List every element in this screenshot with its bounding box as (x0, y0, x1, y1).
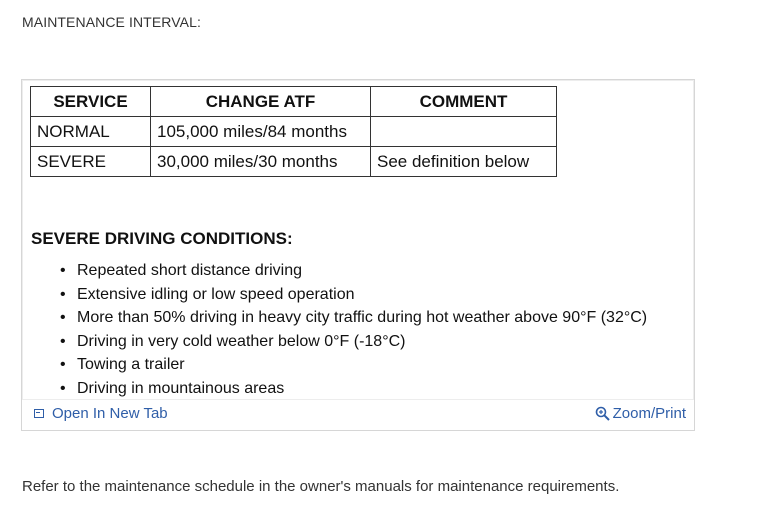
severe-conditions-title: SEVERE DRIVING CONDITIONS: (31, 229, 293, 248)
open-new-tab-icon (34, 409, 44, 418)
bullet-icon: • (60, 285, 66, 303)
footer-note: Refer to the maintenance schedule in the owner's manuals for maintenance requirements. (22, 478, 620, 495)
bullet-icon: • (60, 379, 66, 397)
list-item (60, 353, 647, 377)
list-item-text: More than 50% driving in heavy city traffic during hot weather above 90°F (32°C) (77, 309, 648, 326)
open-in-new-tab-link[interactable] (34, 405, 168, 422)
table-row (31, 147, 557, 177)
list-item (60, 330, 647, 354)
open-in-new-tab-label: Open In New Tab (52, 405, 168, 422)
table-cell: SEVERE (31, 147, 151, 177)
list-item (60, 377, 647, 401)
magnifier-icon (595, 406, 611, 422)
section-heading: MAINTENANCE INTERVAL: (22, 14, 201, 30)
table-cell: NORMAL (31, 117, 151, 147)
figure-container (21, 79, 695, 431)
table-cell: 30,000 miles/30 months (151, 147, 371, 177)
bullet-icon: • (60, 332, 66, 350)
zoom-print-label: Zoom/Print (612, 405, 686, 422)
bullet-icon: • (60, 309, 66, 326)
figure-image (22, 80, 694, 400)
list-item-text: Repeated short distance driving (77, 262, 303, 279)
atf-interval-table (30, 86, 557, 177)
severe-conditions-list (60, 259, 647, 400)
table-cell: 105,000 miles/84 months (151, 117, 371, 147)
table-header-cell: SERVICE (31, 87, 151, 117)
list-item-text: Extensive idling or low speed operation (77, 285, 355, 303)
bullet-icon: • (60, 356, 66, 373)
bullet-icon: • (60, 262, 66, 279)
figure-actions-bar (22, 400, 694, 430)
list-item (60, 259, 647, 283)
table-cell: See definition below (371, 147, 557, 177)
list-item-text: Towing a trailer (77, 356, 185, 373)
table-header-cell: COMMENT (371, 87, 557, 117)
list-item (60, 306, 647, 330)
zoom-print-link[interactable] (595, 405, 686, 422)
table-header-cell: CHANGE ATF (151, 87, 371, 117)
list-item (60, 283, 647, 307)
table-header-row (31, 87, 557, 117)
table-cell (371, 117, 557, 147)
table-row (31, 117, 557, 147)
list-item-text: Driving in very cold weather below 0°F (-18°C) (77, 332, 406, 350)
list-item-text: Driving in mountainous areas (77, 379, 285, 397)
